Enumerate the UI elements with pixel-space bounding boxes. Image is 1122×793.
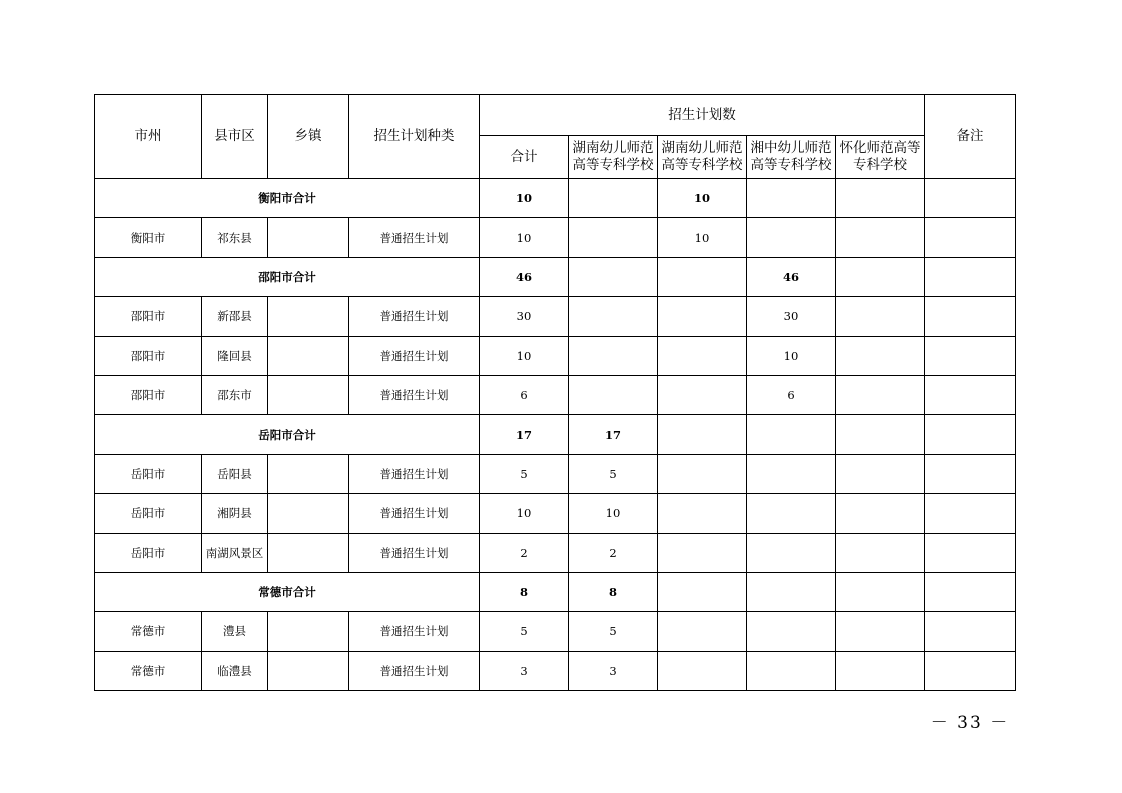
header-school-3: 湘中幼儿师范高等专科学校	[747, 136, 836, 179]
total-cell: 30	[480, 297, 569, 336]
school-3-cell	[747, 533, 836, 572]
plan-type-cell: 普通招生计划	[349, 297, 480, 336]
county-cell: 南湖风景区	[202, 533, 268, 572]
school-3-cell	[747, 612, 836, 651]
school-4-cell	[836, 179, 925, 218]
school-4-cell	[836, 572, 925, 611]
remarks-cell	[925, 651, 1016, 690]
county-cell: 临澧县	[202, 651, 268, 690]
township-cell	[268, 218, 349, 257]
city-cell: 常德市	[95, 651, 202, 690]
school-4-cell	[836, 454, 925, 493]
table-row	[95, 375, 1016, 414]
school-2-cell	[658, 651, 747, 690]
plan-type-cell: 普通招生计划	[349, 218, 480, 257]
plan-type-cell: 普通招生计划	[349, 336, 480, 375]
table-row	[95, 651, 1016, 690]
plan-type-cell: 普通招生计划	[349, 494, 480, 533]
remarks-cell	[925, 336, 1016, 375]
header-school-1: 湖南幼儿师范高等专科学校	[569, 136, 658, 179]
header-school-4: 怀化师范高等专科学校	[836, 136, 925, 179]
plan-type-cell: 普通招生计划	[349, 612, 480, 651]
remarks-cell	[925, 179, 1016, 218]
school-1-cell: 5	[569, 612, 658, 651]
plan-type-cell: 普通招生计划	[349, 454, 480, 493]
table-header	[95, 95, 1016, 179]
header-school-2: 湖南幼儿师范高等专科学校	[658, 136, 747, 179]
school-1-cell: 5	[569, 454, 658, 493]
city-cell: 邵阳市	[95, 297, 202, 336]
total-cell: 46	[480, 257, 569, 296]
plan-type-cell: 普通招生计划	[349, 375, 480, 414]
school-1-cell: 8	[569, 572, 658, 611]
county-cell: 祁东县	[202, 218, 268, 257]
total-cell: 10	[480, 494, 569, 533]
school-4-cell	[836, 218, 925, 257]
school-2-cell	[658, 375, 747, 414]
city-cell: 岳阳市	[95, 454, 202, 493]
total-cell: 2	[480, 533, 569, 572]
school-1-cell	[569, 179, 658, 218]
township-cell	[268, 494, 349, 533]
school-2-cell: 10	[658, 218, 747, 257]
county-cell: 澧县	[202, 612, 268, 651]
table-body	[95, 179, 1016, 691]
plan-type-cell: 普通招生计划	[349, 651, 480, 690]
township-cell	[268, 375, 349, 414]
township-cell	[268, 651, 349, 690]
school-1-cell: 2	[569, 533, 658, 572]
county-cell: 隆回县	[202, 336, 268, 375]
city-cell: 邵阳市	[95, 336, 202, 375]
school-2-cell	[658, 297, 747, 336]
subtotal-row	[95, 572, 1016, 611]
plan-type-cell: 普通招生计划	[349, 533, 480, 572]
school-3-cell: 46	[747, 257, 836, 296]
subtotal-row	[95, 179, 1016, 218]
remarks-cell	[925, 533, 1016, 572]
total-cell: 10	[480, 179, 569, 218]
table-row	[95, 494, 1016, 533]
school-4-cell	[836, 336, 925, 375]
subtotal-label: 常德市合计	[95, 572, 480, 611]
city-cell: 邵阳市	[95, 375, 202, 414]
school-1-cell: 3	[569, 651, 658, 690]
school-2-cell: 10	[658, 179, 747, 218]
school-1-cell	[569, 336, 658, 375]
table-row	[95, 533, 1016, 572]
subtotal-label: 邵阳市合计	[95, 257, 480, 296]
header-county: 县市区	[202, 95, 268, 179]
school-3-cell	[747, 218, 836, 257]
county-cell: 湘阴县	[202, 494, 268, 533]
header-township: 乡镇	[268, 95, 349, 179]
school-2-cell	[658, 494, 747, 533]
subtotal-label: 岳阳市合计	[95, 415, 480, 454]
school-2-cell	[658, 257, 747, 296]
total-cell: 10	[480, 336, 569, 375]
total-cell: 3	[480, 651, 569, 690]
school-3-cell	[747, 179, 836, 218]
remarks-cell	[925, 297, 1016, 336]
township-cell	[268, 297, 349, 336]
subtotal-label: 衡阳市合计	[95, 179, 480, 218]
school-3-cell	[747, 651, 836, 690]
remarks-cell	[925, 415, 1016, 454]
city-cell: 岳阳市	[95, 494, 202, 533]
school-3-cell	[747, 572, 836, 611]
remarks-cell	[925, 612, 1016, 651]
total-cell: 5	[480, 454, 569, 493]
enrollment-plan-table	[94, 94, 1016, 691]
school-2-cell	[658, 572, 747, 611]
total-cell: 8	[480, 572, 569, 611]
remarks-cell	[925, 375, 1016, 414]
school-1-cell: 10	[569, 494, 658, 533]
school-3-cell: 6	[747, 375, 836, 414]
county-cell: 邵东市	[202, 375, 268, 414]
remarks-cell	[925, 257, 1016, 296]
school-4-cell	[836, 533, 925, 572]
total-cell: 6	[480, 375, 569, 414]
header-city: 市州	[95, 95, 202, 179]
school-4-cell	[836, 375, 925, 414]
school-1-cell	[569, 375, 658, 414]
city-cell: 衡阳市	[95, 218, 202, 257]
enrollment-plan-table-container	[94, 94, 1015, 691]
school-4-cell	[836, 415, 925, 454]
header-plan-type: 招生计划种类	[349, 95, 480, 179]
remarks-cell	[925, 218, 1016, 257]
table-row	[95, 218, 1016, 257]
remarks-cell	[925, 572, 1016, 611]
school-1-cell	[569, 257, 658, 296]
table-row	[95, 336, 1016, 375]
total-cell: 5	[480, 612, 569, 651]
township-cell	[268, 454, 349, 493]
township-cell	[268, 533, 349, 572]
school-2-cell	[658, 454, 747, 493]
county-cell: 岳阳县	[202, 454, 268, 493]
table-row	[95, 297, 1016, 336]
school-4-cell	[836, 651, 925, 690]
township-cell	[268, 336, 349, 375]
total-cell: 17	[480, 415, 569, 454]
school-1-cell	[569, 218, 658, 257]
school-3-cell: 10	[747, 336, 836, 375]
remarks-cell	[925, 454, 1016, 493]
school-3-cell	[747, 494, 836, 533]
school-4-cell	[836, 612, 925, 651]
header-total: 合计	[480, 136, 569, 179]
school-4-cell	[836, 297, 925, 336]
school-2-cell	[658, 612, 747, 651]
school-3-cell	[747, 454, 836, 493]
header-plan-count: 招生计划数	[480, 95, 925, 136]
school-1-cell	[569, 297, 658, 336]
school-1-cell: 17	[569, 415, 658, 454]
table-row	[95, 454, 1016, 493]
school-4-cell	[836, 494, 925, 533]
table-row	[95, 612, 1016, 651]
subtotal-row	[95, 415, 1016, 454]
remarks-cell	[925, 494, 1016, 533]
school-4-cell	[836, 257, 925, 296]
school-2-cell	[658, 336, 747, 375]
school-3-cell: 30	[747, 297, 836, 336]
page-number: － 33 －	[930, 713, 1010, 733]
school-3-cell	[747, 415, 836, 454]
city-cell: 常德市	[95, 612, 202, 651]
city-cell: 岳阳市	[95, 533, 202, 572]
school-2-cell	[658, 533, 747, 572]
subtotal-row	[95, 257, 1016, 296]
township-cell	[268, 612, 349, 651]
header-remarks: 备注	[925, 95, 1016, 179]
county-cell: 新邵县	[202, 297, 268, 336]
school-2-cell	[658, 415, 747, 454]
total-cell: 10	[480, 218, 569, 257]
